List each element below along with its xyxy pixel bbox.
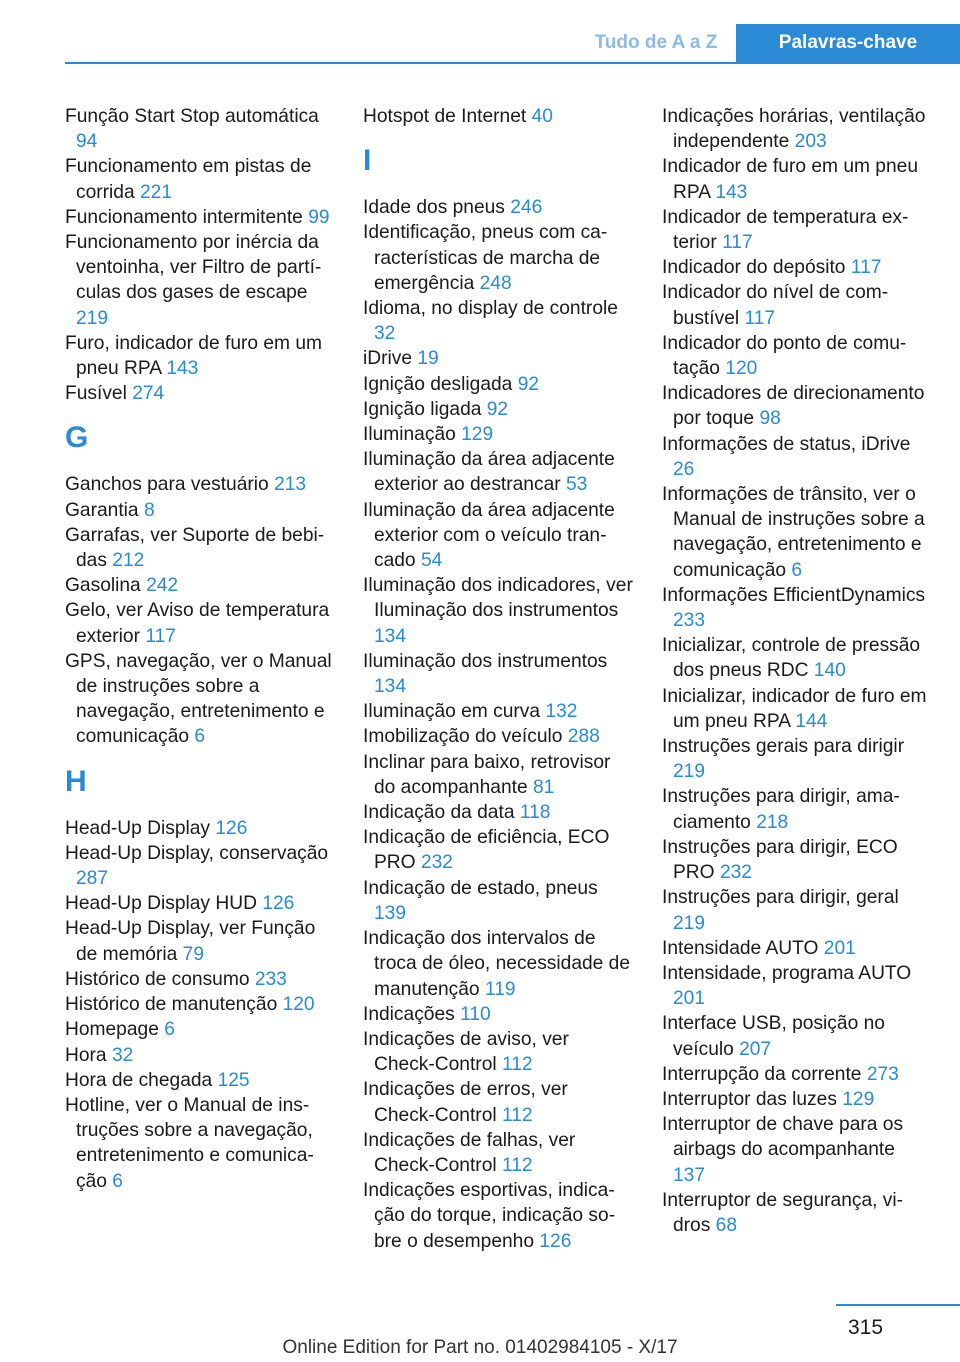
page-reference-link[interactable]: 118 bbox=[519, 802, 551, 824]
index-entry bbox=[65, 1017, 335, 1042]
index-entry-text: Instruções gerais para dirigir bbox=[662, 736, 905, 758]
page-reference-link[interactable]: 242 bbox=[146, 575, 179, 597]
index-entry bbox=[662, 1188, 932, 1238]
page-reference-link[interactable]: 26 bbox=[673, 458, 695, 480]
index-entry bbox=[662, 1011, 932, 1061]
page-reference-link[interactable]: 212 bbox=[112, 550, 145, 572]
page-reference-link[interactable]: 232 bbox=[719, 862, 752, 884]
page-reference-link[interactable]: 134 bbox=[374, 625, 407, 647]
index-entry-text: Intensidade, programa AUTO bbox=[662, 962, 912, 984]
index-entry-text: GPS, navegação, ver o Manual de instruções sobre a navegação, entretenimento e comunicação bbox=[65, 650, 332, 748]
index-entry bbox=[363, 195, 633, 220]
index-entry bbox=[662, 331, 932, 381]
index-entry bbox=[65, 230, 335, 331]
index-entry bbox=[363, 1027, 633, 1077]
index-entry bbox=[65, 649, 335, 750]
index-entry-text: Indicações de falhas, ver Check-Control bbox=[363, 1129, 576, 1176]
index-entry-text: Instruções para dirigir, ECO PRO bbox=[662, 836, 898, 884]
index-entry-text: Iluminação da área adjacente exterior ao destrancar bbox=[363, 449, 615, 496]
index-entry-text: Interruptor das luzes bbox=[662, 1088, 837, 1110]
index-entry bbox=[662, 885, 932, 935]
page-reference-link[interactable]: 246 bbox=[510, 197, 543, 219]
page-reference-link[interactable]: 81 bbox=[532, 776, 555, 798]
page-reference-link[interactable]: 129 bbox=[842, 1088, 875, 1110]
index-entry-text: Hora bbox=[65, 1044, 107, 1066]
page-reference-link[interactable]: 126 bbox=[215, 817, 248, 839]
index-entry bbox=[363, 649, 633, 699]
page-reference-link[interactable]: 248 bbox=[479, 272, 512, 294]
page-reference-link[interactable]: 110 bbox=[460, 1003, 491, 1025]
index-entry-text: Intensidade AUTO bbox=[662, 937, 819, 959]
page-reference-link[interactable]: 218 bbox=[756, 811, 789, 833]
page-reference-link[interactable]: 144 bbox=[795, 710, 828, 732]
index-entry bbox=[65, 598, 335, 648]
index-entry-text: Indicação da data bbox=[363, 802, 515, 824]
page-reference-link[interactable]: 134 bbox=[374, 676, 407, 698]
page-reference-link[interactable]: 112 bbox=[501, 1104, 533, 1126]
index-entry bbox=[65, 104, 335, 154]
index-entry bbox=[363, 1002, 633, 1027]
index-entry bbox=[363, 296, 633, 346]
index-entry bbox=[65, 1068, 335, 1093]
index-entry bbox=[662, 280, 932, 330]
index-entry-text: Iluminação da área adjacente exterior com o veículo trancado bbox=[363, 499, 615, 572]
index-entry bbox=[662, 381, 932, 431]
index-entry bbox=[662, 633, 932, 683]
index-entry bbox=[65, 498, 335, 523]
index-entry-text: Informações de trânsito, ver o Manual de instruções sobre a navegação, entretenimento e comunicação bbox=[662, 484, 925, 581]
index-entry-text: Inicializar, indicador de furo em um pneu RPA bbox=[662, 685, 927, 732]
index-entry-text: Indicações de erros, ver Check-Control bbox=[363, 1079, 568, 1126]
page-reference-link[interactable]: 126 bbox=[262, 893, 295, 915]
index-entry bbox=[363, 1077, 633, 1127]
page-reference-link[interactable]: 98 bbox=[759, 408, 781, 430]
index-entry-text: Head-Up Display, conservação bbox=[65, 842, 329, 864]
index-entry-text: Inclinar para baixo, retrovisor do acompanhante bbox=[363, 751, 611, 798]
page-reference-link[interactable]: 40 bbox=[531, 106, 553, 127]
index-entry-text: Imobilização do veículo bbox=[363, 726, 563, 748]
page-reference-link[interactable]: 219 bbox=[76, 307, 109, 329]
index-entry-text: Função Start Stop automática bbox=[65, 106, 319, 127]
index-entry bbox=[363, 447, 633, 497]
index-entry bbox=[65, 331, 335, 381]
footer-rule bbox=[836, 1304, 960, 1306]
section-tab: Tudo de A a Z bbox=[594, 32, 718, 53]
index-entry-text: Hotline, ver o Manual de instruções sobre a navegação, entretenimento e comunicação bbox=[65, 1094, 314, 1192]
index-entry bbox=[65, 205, 335, 230]
index-entry-text: Head-Up Display HUD bbox=[65, 893, 257, 915]
index-entry bbox=[662, 1087, 932, 1112]
index-entry bbox=[662, 432, 932, 482]
index-entry-text: Iluminação dos instrumentos bbox=[363, 650, 608, 672]
index-letter-heading: H bbox=[65, 764, 87, 798]
index-entry bbox=[363, 346, 633, 371]
page-reference-link[interactable]: 6 bbox=[112, 1170, 123, 1192]
index-entry bbox=[363, 750, 633, 800]
index-entry bbox=[363, 926, 633, 1002]
page-reference-link[interactable]: 6 bbox=[164, 1019, 175, 1041]
index-entry-text: Gelo, ver Aviso de temperatura exterior bbox=[65, 600, 330, 647]
index-entry-text: Indicador de furo em um pneu RPA bbox=[662, 156, 918, 203]
index-entry bbox=[363, 876, 633, 926]
index-entry bbox=[65, 916, 335, 966]
page-reference-link[interactable]: 117 bbox=[850, 257, 882, 279]
index-entry bbox=[662, 734, 932, 784]
page-reference-link[interactable]: 221 bbox=[140, 181, 173, 203]
page-reference-link[interactable]: 32 bbox=[374, 323, 396, 345]
index-entry bbox=[363, 1178, 633, 1254]
index-entry bbox=[662, 255, 932, 280]
index-entry-text: Histórico de manutenção bbox=[65, 994, 278, 1016]
index-entry-text: Idade dos pneus bbox=[363, 197, 505, 219]
index-entry bbox=[65, 523, 335, 573]
page-reference-link[interactable]: 6 bbox=[791, 559, 803, 581]
page-reference-link[interactable]: 99 bbox=[308, 206, 330, 228]
index-entry-text: Indicação de eficiência, ECO PRO bbox=[363, 827, 610, 874]
index-entry-text: Hotspot de Internet bbox=[363, 106, 527, 127]
index-entry-text: Iluminação bbox=[363, 424, 456, 446]
page-reference-link[interactable]: 53 bbox=[565, 474, 588, 496]
page-reference-link[interactable]: 112 bbox=[501, 1154, 533, 1176]
page-reference-link[interactable]: 273 bbox=[866, 1063, 899, 1085]
page-reference-link[interactable]: 132 bbox=[545, 701, 578, 723]
page-reference-link[interactable]: 120 bbox=[725, 358, 758, 380]
page-number: 315 bbox=[848, 1316, 884, 1339]
page-reference-link[interactable]: 125 bbox=[217, 1069, 250, 1091]
page-reference-link[interactable]: 117 bbox=[145, 625, 176, 647]
index-entry-text: Ignição desligada bbox=[363, 373, 513, 395]
index-entry-text: Indicações horárias, ventilação independente bbox=[662, 106, 926, 153]
index-entry bbox=[65, 381, 335, 406]
index-entry-text: Iluminação dos indicadores, ver Iluminação dos instrumentos bbox=[363, 575, 633, 622]
index-entry bbox=[662, 1062, 932, 1087]
page-reference-link[interactable]: 79 bbox=[182, 943, 204, 965]
index-entry-text: Garantia bbox=[65, 499, 139, 521]
index-entry-text: Hora de chegada bbox=[65, 1069, 213, 1091]
active-tab: Palavras-chave bbox=[736, 24, 960, 64]
index-entry-text: Interruptor de segurança, vidros bbox=[662, 1189, 904, 1236]
index-entry bbox=[65, 891, 335, 916]
page-reference-link[interactable]: 126 bbox=[539, 1230, 572, 1252]
index-entry-text: Informações EfficientDynamics bbox=[662, 584, 926, 606]
index-entry-text: Iluminação em curva bbox=[363, 701, 541, 723]
page-reference-link[interactable]: 54 bbox=[420, 550, 443, 572]
index-entry bbox=[662, 1112, 932, 1188]
index-entry bbox=[363, 825, 633, 875]
index-entry bbox=[363, 573, 633, 649]
index-entry bbox=[65, 472, 335, 497]
index-entry bbox=[65, 1043, 335, 1068]
page-reference-link[interactable]: 219 bbox=[673, 912, 706, 934]
page-reference-link[interactable]: 201 bbox=[673, 988, 706, 1010]
index-entry bbox=[363, 220, 633, 296]
index-entry-text: Indicação dos intervalos de troca de óleo, necessidade de manutenção bbox=[363, 928, 631, 1000]
index-entry bbox=[662, 684, 932, 734]
page-reference-link[interactable]: 94 bbox=[76, 131, 98, 153]
page-reference-link[interactable]: 137 bbox=[673, 1164, 706, 1186]
index-entry bbox=[65, 573, 335, 598]
page-reference-link[interactable]: 92 bbox=[517, 373, 540, 395]
page-reference-link[interactable]: 92 bbox=[486, 398, 509, 420]
index-entry bbox=[662, 961, 932, 1011]
page-reference-link[interactable]: 232 bbox=[420, 852, 453, 874]
index-entry-text: Furo, indicador de furo em um pneu RPA bbox=[65, 332, 323, 380]
index-column-2 bbox=[363, 104, 633, 1254]
page-reference-link[interactable]: 143 bbox=[715, 181, 748, 203]
index-entry-text: Fusível bbox=[65, 383, 127, 405]
index-entry bbox=[363, 1128, 633, 1178]
index-entry-text: Indicações bbox=[363, 1003, 455, 1025]
page-reference-link[interactable]: 274 bbox=[132, 383, 165, 405]
index-entry-text: Indicador do ponto de comutação bbox=[662, 332, 907, 380]
index-entry-text: Interruptor de chave para os airbags do acompanhante bbox=[662, 1114, 904, 1161]
index-entry-text: Instruções para dirigir, amaciamento bbox=[662, 786, 900, 833]
page-reference-link[interactable]: 287 bbox=[76, 868, 109, 890]
edition-footer: Online Edition for Part no. 01402984105 - X/17 bbox=[282, 1337, 678, 1358]
index-entry-text: Funcionamento em pistas de corrida bbox=[65, 156, 312, 203]
index-entry bbox=[662, 104, 932, 154]
index-entry bbox=[65, 816, 335, 841]
page-reference-link[interactable]: 219 bbox=[673, 761, 706, 783]
index-entry bbox=[363, 104, 633, 129]
page-reference-link[interactable]: 68 bbox=[715, 1214, 738, 1236]
index-entry bbox=[363, 422, 633, 447]
index-entry-text: Indicadores de direcionamento por toque bbox=[662, 383, 925, 430]
page-reference-link[interactable]: 120 bbox=[282, 994, 315, 1016]
index-entry-text: Ganchos para vestuário bbox=[65, 474, 269, 496]
index-entry-text: Indicações de aviso, ver Check-Control bbox=[363, 1028, 569, 1076]
page-reference-link[interactable]: 207 bbox=[739, 1038, 772, 1060]
page-reference-link[interactable]: 140 bbox=[813, 660, 846, 682]
index-entry bbox=[662, 205, 932, 255]
header-rule bbox=[65, 62, 960, 64]
index-entry-text: Inicializar, controle de pressão dos pneus RDC bbox=[662, 635, 921, 682]
index-entry bbox=[662, 784, 932, 834]
index-entry bbox=[662, 482, 932, 583]
index-letter-heading: I bbox=[363, 144, 372, 178]
page-reference-link[interactable]: 32 bbox=[111, 1044, 134, 1066]
page-reference-link[interactable]: 8 bbox=[143, 499, 155, 521]
index-entry-text: Homepage bbox=[65, 1019, 159, 1041]
index-entry-text: Funcionamento intermitente bbox=[65, 206, 303, 228]
index-entry-text: Indicador do depósito bbox=[662, 257, 846, 279]
index-entry bbox=[363, 372, 633, 397]
page-reference-link[interactable]: 213 bbox=[274, 474, 307, 496]
index-entry-text: Ignição ligada bbox=[363, 398, 482, 420]
index-entry bbox=[363, 699, 633, 724]
index-entry bbox=[662, 154, 932, 204]
index-entry-text: Interface USB, posição no veículo bbox=[662, 1013, 885, 1060]
page-reference-link[interactable]: 139 bbox=[374, 902, 407, 924]
index-entry bbox=[65, 967, 335, 992]
index-entry bbox=[363, 724, 633, 749]
page-reference-link[interactable]: 233 bbox=[673, 610, 706, 632]
index-entry-text: Informações de status, iDrive bbox=[662, 433, 911, 455]
index-entry-text: Funcionamento por inércia da ventoinha, ver Filtro de partículas dos gases de escape bbox=[65, 232, 322, 304]
index-entry bbox=[65, 1093, 335, 1194]
index-entry bbox=[363, 800, 633, 825]
index-column-1 bbox=[65, 104, 335, 1194]
index-entry bbox=[65, 992, 335, 1017]
index-entry-text: Garrafas, ver Suporte de bebidas bbox=[65, 524, 325, 572]
index-column-3 bbox=[662, 104, 932, 1238]
page-reference-link[interactable]: 112 bbox=[501, 1054, 533, 1076]
index-entry-text: Histórico de consumo bbox=[65, 968, 250, 990]
index-entry-text: Indicador de temperatura exterior bbox=[662, 206, 909, 254]
index-entry-text: Interrupção da corrente bbox=[662, 1063, 862, 1085]
index-entry bbox=[65, 841, 335, 891]
index-entry bbox=[363, 498, 633, 574]
page-reference-link[interactable]: 117 bbox=[744, 307, 776, 329]
page-reference-link[interactable]: 19 bbox=[417, 348, 439, 370]
page-reference-link[interactable]: 143 bbox=[166, 358, 199, 380]
index-entry-text: Idioma, no display de controle bbox=[363, 298, 618, 320]
index-entry-text: Gasolina bbox=[65, 575, 141, 597]
index-entry-text: Head-Up Display bbox=[65, 817, 211, 839]
index-entry-text: Head-Up Display, ver Função de memória bbox=[65, 918, 316, 965]
index-letter-heading: G bbox=[65, 421, 89, 455]
page-reference-link[interactable]: 117 bbox=[722, 232, 753, 254]
index-entry-text: Indicações esportivas, indicação do torque, indicação sobre o desempenho bbox=[363, 1180, 616, 1252]
index-entry bbox=[662, 936, 932, 961]
index-entry bbox=[662, 835, 932, 885]
page-reference-link[interactable]: 201 bbox=[823, 937, 856, 959]
index-entry bbox=[363, 397, 633, 422]
index-entry-text: Identificação, pneus com características de marcha de emergência bbox=[363, 222, 608, 294]
page-reference-link[interactable]: 6 bbox=[194, 726, 206, 748]
page-reference-link[interactable]: 288 bbox=[567, 726, 600, 748]
index-entry-text: Indicação de estado, pneus bbox=[363, 877, 598, 899]
index-entry-text: Indicador do nível de combustível bbox=[662, 282, 889, 329]
index-entry-text: Instruções para dirigir, geral bbox=[662, 887, 899, 909]
index-entry bbox=[65, 154, 335, 204]
page-reference-link[interactable]: 119 bbox=[484, 978, 516, 1000]
index-entry bbox=[662, 583, 932, 633]
page-reference-link[interactable]: 233 bbox=[254, 968, 287, 990]
page-reference-link[interactable]: 129 bbox=[461, 424, 494, 446]
page-reference-link[interactable]: 203 bbox=[794, 131, 827, 153]
index-entry-text: iDrive bbox=[363, 348, 413, 370]
